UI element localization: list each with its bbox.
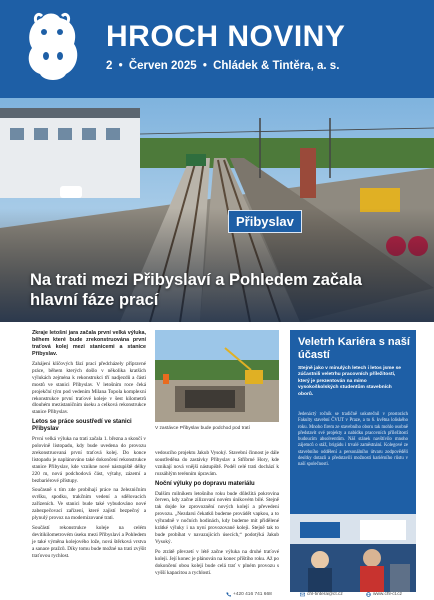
underpass-photo xyxy=(155,330,279,422)
separator-dot: • xyxy=(118,60,123,72)
article-paragraph: Dalším milníkem letošního roku bude důležitá pokrovina červen, kdy začne zilizovaní novém únikovém bilé. Stejně tak dojde ke zprovoznění nových kolejí a převedení provozu. „Nezdarsi čekatků budeme provádět vapkou, a to výhradně v nočních hodinách, kdy budeme mít přidělené krátké výluky i na nyní provozované koleji. Stejně tak to bude probíhat v navazujících úsecích,“ podotýká Jakub Vysoký. xyxy=(155,490,279,545)
article-lead: Zkraje letošní jara začala první velká výluka, během které bude zrekonstruována první traťová kolej mezi stanicemi a stanice Přibyslav. xyxy=(32,330,146,357)
footer-phone xyxy=(226,592,272,597)
footer-email-address[interactable]: chl-tintera@ct.cz xyxy=(307,592,343,597)
fair-photo xyxy=(290,514,416,592)
hippo-logo-icon xyxy=(22,8,84,86)
article-paragraph: Součástí rekonstrukce koleje na celém devítikilometrovém úseku mezi Přibyslaví a Pohledem je také výměna kolejového lože, nová štěrková vrstva a sanace pražců. Díky tomu bude možné na trati zvýšit traťovou rychlost. xyxy=(32,524,146,559)
article-subheading: Noční výluky po dopravu materiálu xyxy=(155,480,255,487)
email-icon xyxy=(300,592,305,597)
sidebar-box xyxy=(290,330,416,592)
sidebar-body: Jedenáctý ročník se tradičně uskutečnil v prostorách Fakulty stavební ČVUT v Praze, a to 6. května loňského roku. Mnoho firem ze stavebního oboru tak mohlo osobně představit své projekty a nabídku pracovních příležitostí budoucím absolventům. Náš stánek navštívilo mnoho zájemců o stáž, brigádu i trvalé zaměstnání. Kolegové ze stavebního oddělení a personálního útvaru zodpověděli desítky dotazů a představili možnosti kariérního růstu v naší společnosti. xyxy=(298,412,408,468)
station-sign: Přibyslav xyxy=(228,210,302,233)
article-paragraph: Po ztrátě převzetí v létě začne výluka na druhé traťové koleji. Její konec je plánován na konec příštího roku. Až po dokončení obou kolejí bude celá trať v plném provozu s vyšší kapacitou a rychlostí. xyxy=(155,548,279,576)
hero-photo xyxy=(0,98,434,322)
separator-dot: • xyxy=(202,60,207,72)
sidebar-title: Veletrh Kariéra s naší účastí xyxy=(298,336,410,361)
phone-icon xyxy=(226,592,231,597)
main-headline: Na trati mezi Přibyslaví a Pohledem začala hlavní fáze prací xyxy=(30,271,362,309)
article-subheading: Letos se práce soustředí ve stanici Přibyslav xyxy=(32,419,132,433)
issue-line xyxy=(106,60,339,72)
footer-web xyxy=(366,592,402,597)
article-paragraph: Zahájení klíčových fází prací předcházely přípravné práce, během kterých došlo v několika kratších výlukách zejména k rekonstrukci tří nadjezdů a části mostů ve stanici Přibyslav. V letošním roce čeká projekční tým pod vedením Milana Topola komplexní rekonstrukce první traťové koleje v šest kilometrů dlouhém mezistaničním úseku a celková rekonstrukce stanice Přibyslav. xyxy=(32,361,146,416)
publisher-name: Chládek & Tintěra, a. s. xyxy=(213,60,340,72)
masthead xyxy=(0,0,434,98)
photo-caption: V zastávce Přibyslav bude podchod pod tratí xyxy=(155,426,250,431)
construction-site-illustration xyxy=(155,330,279,422)
article-column-2 xyxy=(155,450,279,579)
issue-date: Červen 2025 xyxy=(128,60,197,72)
footer-website[interactable]: www.chl-ct.cz xyxy=(373,592,403,597)
globe-icon xyxy=(366,592,371,597)
footer xyxy=(0,582,434,600)
article-paragraph: První velká výluka na trati začala 1. března a skončí v polovině listopadu, kdy bude uvedena do provozu zrekonstruovaná první traťová kolej. Do konce listopadu je naplánováno také dokončení rekonstrukce stanice Přibyslav, kde vznikne nové nástupiště délky 220 m, nová podchodová část, výtahy, zázemí a bezbariérové přístupy. xyxy=(32,436,146,484)
article-paragraph: Současně s tím zde probíhají práce na železničním svršku, spodku, trakčním vedení a sdělovacích zařízeních. Ve stanici bude také vybudováno nové zabezpečovací zařízení, které zajistí bezpečný a plynulý provoz na modernizované trati. xyxy=(32,487,146,522)
footer-email xyxy=(300,592,343,597)
article-column-1 xyxy=(32,330,146,562)
sidebar-lead: Stejně jako v minulých letech i letos jsme se zúčastnili veletrhu pracovních příležitostí, který je prezentován na mimo vysokoškolských studentům stavebních oborů. xyxy=(298,366,402,397)
issue-number: 2 xyxy=(106,60,113,72)
article-paragraph: vedoucího projektu Jakub Vysoký. Stavební činnost je dále soustředěna do zastávky Přibyslav a Stříbrné Hory, kde vznikají nová vnější nástupiště. Podél celé trati dochází k rozsáhlým terénním úpravám. xyxy=(155,450,279,477)
newspaper-title: HROCH NOVINY xyxy=(106,20,346,53)
footer-phone-number: +420 416 741 668 xyxy=(233,592,272,597)
